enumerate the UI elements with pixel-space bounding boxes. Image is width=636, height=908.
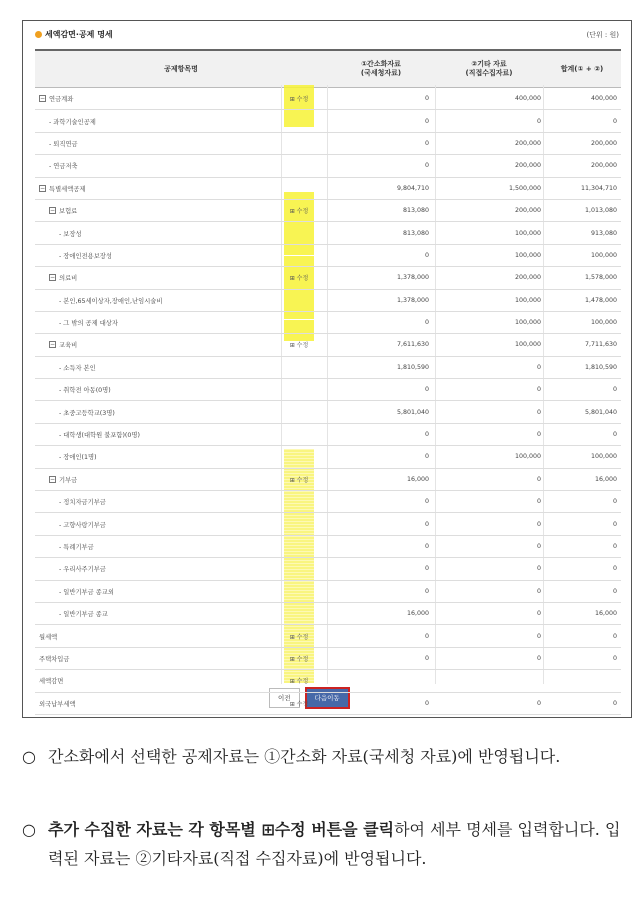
- row-name: [59, 491, 106, 512]
- cell-v2: 100,000: [514, 229, 541, 237]
- table-row: [35, 110, 621, 132]
- cell-v2: 200,000: [514, 274, 541, 282]
- row-label: - 본인,65세이상자,장애인,난임시술비: [59, 297, 163, 305]
- edit-button[interactable]: [283, 267, 315, 288]
- cell-v1: 0: [424, 520, 429, 528]
- note-1-text: 간소화에서 선택한 공제자료는 ①간소화 자료(국세청 자료)에 반영됩니다.: [48, 747, 561, 766]
- cell-v1: 813,080: [402, 229, 429, 237]
- row-label: - 퇴직연금: [49, 140, 78, 148]
- table-row: [35, 625, 621, 647]
- cell-v1: 0: [424, 587, 429, 595]
- edit-button[interactable]: [283, 88, 315, 109]
- table-row: [35, 446, 621, 468]
- cell-v1: 0: [424, 319, 429, 327]
- row-name: [49, 267, 77, 288]
- edit-button-label: ⊞ 수정: [289, 96, 309, 104]
- table-row: [35, 222, 621, 244]
- cell-v1: 0: [424, 498, 429, 506]
- cell-v3: 200,000: [590, 162, 617, 170]
- edit-button-label: ⊞ 수정: [289, 633, 309, 641]
- cell-v2: 0: [536, 498, 541, 506]
- cell-v2: 0: [536, 610, 541, 618]
- row-label: 의료비: [59, 275, 78, 283]
- row-name: [59, 581, 114, 602]
- row-name: [49, 110, 96, 131]
- cell-v2: 200,000: [514, 162, 541, 170]
- row-label: 보험료: [59, 208, 78, 216]
- cell-v3: 1,810,590: [584, 363, 617, 371]
- row-label: 교육비: [59, 342, 78, 350]
- table-body: [35, 88, 621, 715]
- cell-v3: 0: [612, 587, 617, 595]
- cell-v1: 0: [424, 95, 429, 103]
- row-label: - 일반기부금 종교: [59, 611, 108, 619]
- row-label: - 우리사주기부금: [59, 566, 106, 574]
- edit-button-label: ⊞ 수정: [289, 342, 309, 350]
- cell-v2: 100,000: [514, 319, 541, 327]
- edit-button-label: ⊞ 수정: [289, 655, 309, 663]
- edit-button-label: ⊞ 수정: [289, 208, 309, 216]
- table-row: [35, 357, 621, 379]
- cell-v1: 0: [424, 565, 429, 573]
- row-label: - 특례기부금: [59, 544, 94, 551]
- cell-v3: 0: [612, 431, 617, 439]
- table-row: [35, 693, 621, 715]
- cell-v3: 400,000: [590, 95, 617, 103]
- table-row: [35, 424, 621, 446]
- cell-v1: 0: [424, 251, 429, 259]
- row-label: - 취학전 아동(0명): [59, 387, 111, 395]
- cell-v2: 100,000: [514, 453, 541, 461]
- cell-v1: [327, 670, 429, 691]
- cell-v2: 0: [536, 587, 541, 595]
- cell-v1: 1,378,000: [396, 296, 429, 304]
- row-name: [59, 222, 82, 243]
- row-label: - 장애인전용보장성: [59, 252, 112, 260]
- cell-v3: 0: [612, 117, 617, 125]
- table-row: [35, 603, 621, 625]
- cell-v2: 200,000: [514, 139, 541, 147]
- cell-v3: 7,711,630: [584, 341, 617, 349]
- row-label: 외국납부세액: [39, 700, 76, 708]
- unit-label: (단위 : 원): [586, 31, 619, 39]
- row-name: [59, 245, 112, 266]
- cell-v2: 0: [536, 408, 541, 416]
- cell-v3: 5,801,040: [584, 408, 617, 416]
- table-row: [35, 155, 621, 177]
- row-name: [39, 670, 63, 691]
- cell-v1: 0: [424, 699, 429, 707]
- cell-v1: 0: [424, 632, 429, 640]
- row-name: [59, 312, 118, 333]
- row-name: [59, 379, 111, 400]
- cell-v2: 0: [536, 520, 541, 528]
- edit-button-label: ⊞ 수정: [289, 275, 309, 283]
- cell-v1: 813,080: [402, 207, 429, 215]
- cell-v1: 16,000: [406, 610, 429, 618]
- row-label: - 연금저축: [49, 163, 78, 171]
- row-name: [49, 200, 77, 221]
- table-row: [35, 558, 621, 580]
- row-name: [59, 424, 140, 445]
- row-name: [59, 603, 108, 624]
- edit-button[interactable]: [283, 670, 315, 691]
- cell-v3: 0: [612, 520, 617, 528]
- edit-button[interactable]: [283, 334, 315, 355]
- row-name: [59, 290, 162, 311]
- header-col1: ①간소화자료 (국세청자료): [360, 60, 402, 77]
- edit-button[interactable]: [283, 625, 315, 646]
- row-label: - 과학기술인공제: [49, 118, 96, 126]
- cell-v2: 0: [536, 475, 541, 483]
- row-label: - 장애인(1명): [59, 454, 97, 462]
- table-row: [35, 200, 621, 222]
- cell-v3: 1,478,000: [584, 296, 617, 304]
- edit-button[interactable]: [283, 200, 315, 221]
- cell-v3: 1,013,080: [584, 207, 617, 215]
- row-name: [59, 401, 115, 422]
- row-label: 연금계좌: [49, 96, 74, 104]
- row-name: [49, 334, 77, 355]
- cell-v2: 0: [536, 363, 541, 371]
- table-row: [35, 290, 621, 312]
- cell-v3: 100,000: [590, 251, 617, 259]
- row-label: - 대학생(대학원 불포함)(0명): [59, 432, 140, 440]
- cell-v1: 0: [424, 386, 429, 394]
- table-row: [35, 334, 621, 356]
- row-label: - 보장성: [59, 230, 82, 238]
- panel-title: [35, 29, 113, 40]
- next-button[interactable]: 다음이동: [306, 688, 349, 708]
- edit-button[interactable]: [283, 648, 315, 669]
- row-name: [59, 513, 106, 534]
- note-2-bold: 추가 수집한 자료는 각 항목별 ⊞수정 버튼을 클릭: [48, 820, 395, 839]
- cell-v3: 100,000: [590, 453, 617, 461]
- cell-v3: 1,578,000: [584, 274, 617, 282]
- cell-v1: 0: [424, 453, 429, 461]
- header-col3: 합계(① + ②): [560, 64, 604, 73]
- edit-button-label: ⊞ 수정: [289, 476, 309, 484]
- cell-v1: 0: [424, 117, 429, 125]
- row-name: [59, 558, 106, 579]
- cell-v2: 0: [536, 654, 541, 662]
- cell-v2: 0: [536, 699, 541, 707]
- cell-v3: 16,000: [594, 475, 617, 483]
- table-row: [35, 513, 621, 535]
- collapse-icon[interactable]: −: [50, 341, 56, 349]
- header-name: 공제항목명: [164, 64, 198, 73]
- cell-v3: 0: [612, 699, 617, 707]
- row-label: - 일반기부금 종교외: [59, 588, 114, 596]
- row-label: - 정치자금기부금: [59, 499, 106, 507]
- row-name: [49, 133, 78, 154]
- table-row: [35, 536, 621, 558]
- cell-v1: 0: [424, 543, 429, 550]
- row-name: [59, 357, 96, 378]
- note-1: ○ 간소화에서 선택한 공제자료는 ①간소화 자료(국세청 자료)에 반영됩니다.: [22, 742, 632, 771]
- edit-button[interactable]: [283, 693, 315, 714]
- cell-v2: 400,000: [514, 95, 541, 103]
- row-label: 세액감면: [39, 678, 64, 686]
- row-label: 월세액: [39, 633, 58, 641]
- cell-v3: 0: [612, 498, 617, 506]
- cell-v3: 0: [612, 654, 617, 662]
- cell-v2: 0: [536, 543, 541, 550]
- cell-v2: 0: [536, 386, 541, 394]
- cell-v2: 0: [536, 565, 541, 573]
- row-label: 주택차입금: [39, 655, 70, 663]
- cell-v3: 0: [612, 386, 617, 394]
- collapse-icon[interactable]: −: [50, 207, 56, 215]
- table-row: [35, 88, 621, 110]
- table-row: [35, 133, 621, 155]
- cell-v2: 100,000: [514, 341, 541, 349]
- row-label: - 소득자 본인: [59, 364, 96, 372]
- deduction-detail-panel: [22, 20, 632, 718]
- row-name: [59, 446, 97, 467]
- deduction-table: [35, 49, 621, 715]
- table-header: [35, 49, 621, 88]
- collapse-icon[interactable]: −: [40, 95, 46, 103]
- row-name: [39, 625, 57, 646]
- row-label: 기부금: [59, 476, 78, 484]
- row-name: [49, 155, 78, 176]
- cell-v2: 0: [536, 431, 541, 439]
- row-label: - 고향사랑기부금: [59, 521, 106, 529]
- cell-v1: 16,000: [406, 475, 429, 483]
- cell-v3: [547, 670, 617, 691]
- row-name: [49, 469, 77, 490]
- table-row: [35, 491, 621, 513]
- cell-v3: 0: [612, 543, 617, 550]
- cell-v1: 0: [424, 654, 429, 662]
- cell-v3: 0: [612, 565, 617, 573]
- cell-v2: 200,000: [514, 207, 541, 215]
- row-name: [39, 178, 86, 199]
- table-row: [35, 379, 621, 401]
- table-row: [35, 670, 621, 692]
- cell-v1: 1,810,590: [396, 363, 429, 371]
- cell-v1: 0: [424, 139, 429, 147]
- cell-v1: 1,378,000: [396, 274, 429, 282]
- table-row: [35, 581, 621, 603]
- table-row: [35, 178, 621, 200]
- cell-v3: 11,304,710: [580, 184, 617, 192]
- table-row: [35, 648, 621, 670]
- cell-v3: 100,000: [590, 319, 617, 327]
- cell-v2: 100,000: [514, 251, 541, 259]
- edit-button-label: ⊞ 수정: [289, 678, 309, 686]
- table-row: [35, 469, 621, 491]
- collapse-icon[interactable]: −: [40, 184, 46, 192]
- row-label: - 그 밖의 공제 대상자: [59, 320, 118, 328]
- cell-v2: 1,500,000: [508, 184, 541, 192]
- header-col2: ②기타 자료 (직접수집자료): [465, 60, 513, 77]
- bullet-dot-icon: [35, 31, 42, 38]
- cell-v1: 0: [424, 431, 429, 439]
- cell-v3: 200,000: [590, 139, 617, 147]
- edit-button[interactable]: [283, 469, 315, 490]
- edit-button-label: ⊞ 수정: [289, 700, 309, 708]
- row-label: 특별세액공제: [49, 185, 86, 193]
- row-name: [59, 536, 94, 557]
- cell-v3: 0: [612, 632, 617, 640]
- cell-v2: 0: [536, 632, 541, 640]
- collapse-icon[interactable]: −: [50, 475, 56, 483]
- cell-v2: [435, 670, 541, 691]
- cell-v3: 16,000: [594, 610, 617, 618]
- row-name: [39, 648, 69, 669]
- note-2-text: 하여 세부 명세를 입력합니다. 입력된 자료는 ②기타자료(직접 수집자료)에 반영됩니다.: [48, 820, 621, 868]
- cell-v1: 0: [424, 162, 429, 170]
- cell-v2: 0: [536, 117, 541, 125]
- row-label: - 초중고등학교(3명): [59, 409, 115, 417]
- table-row: [35, 401, 621, 423]
- table-row: [35, 245, 621, 267]
- table-row: [35, 267, 621, 289]
- cell-v1: 5,801,040: [396, 408, 429, 416]
- row-name: [39, 693, 76, 714]
- note-2: ○ 추가 수집한 자료는 각 항목별 ⊞수정 버튼을 클릭하여 세부 명세를 입력합니다. 입력된 자료는 ②기타자료(직접 수집자료)에 반영됩니다.: [22, 820, 621, 868]
- cell-v3: 913,080: [590, 229, 617, 237]
- panel-title-text: 세액감면·공제 명세: [45, 30, 113, 39]
- cell-v1: 9,804,710: [396, 184, 429, 192]
- prev-button[interactable]: 이전: [269, 688, 300, 708]
- cell-v2: 100,000: [514, 296, 541, 304]
- collapse-icon[interactable]: −: [50, 274, 56, 282]
- row-name: [39, 88, 73, 109]
- table-row: [35, 312, 621, 334]
- cell-v1: 7,611,630: [396, 341, 429, 349]
